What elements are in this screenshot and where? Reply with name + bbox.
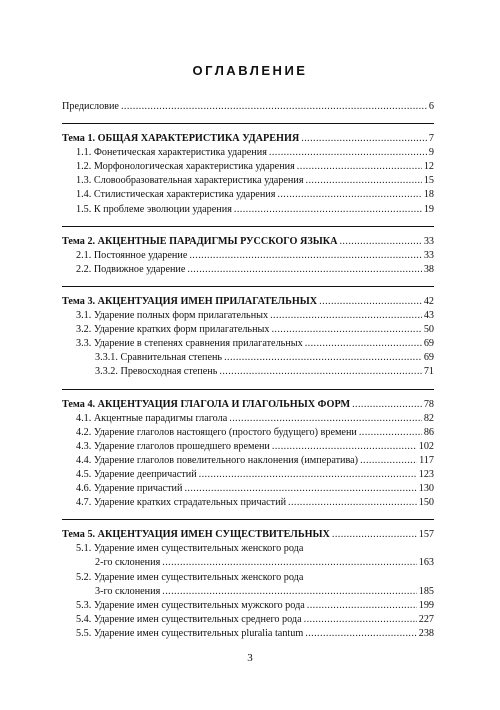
toc-item-1-3[interactable]: [62, 174, 434, 188]
toc-theme-3[interactable]: [62, 295, 434, 309]
page-title: ОГЛАВЛЕНИЕ: [192, 63, 308, 78]
dot-leader: [162, 556, 416, 570]
toc-item-page: 199: [418, 599, 434, 611]
dot-leader: [187, 263, 421, 277]
toc-item-4-5[interactable]: [62, 468, 434, 482]
toc-theme-label: Тема 2. АКЦЕНТНЫЕ ПАРАДИГМЫ РУССКОГО ЯЗЫКА: [62, 235, 338, 247]
dot-leader: [189, 249, 421, 263]
toc-theme-page: 33: [423, 235, 434, 247]
dot-leader: [229, 412, 422, 426]
toc-item-4-7[interactable]: [62, 496, 434, 510]
page-number: 3: [247, 652, 253, 664]
toc-item-3-1[interactable]: [62, 309, 434, 323]
toc-item-1-2[interactable]: [62, 160, 434, 174]
toc-item-page: 50: [423, 324, 434, 336]
toc-item-5-2[interactable]: [62, 585, 434, 599]
toc-item-page: 69: [423, 338, 434, 350]
dot-leader: [162, 585, 416, 599]
toc-item-label: 3.3. Ударение в степенях сравнения прилагательных: [76, 338, 303, 350]
toc-item-page: 43: [423, 310, 434, 322]
toc-theme-label: Тема 5. АКЦЕНТУАЦИЯ ИМЕН СУЩЕСТВИТЕЛЬНЫХ: [62, 529, 330, 541]
toc-item-page: 38: [423, 263, 434, 275]
toc-item-label: 5.3. Ударение имен существительных мужского рода: [76, 599, 305, 611]
toc-item-5-4[interactable]: [62, 613, 434, 627]
toc-item-page: 71: [423, 366, 434, 378]
dot-leader: [269, 146, 427, 160]
dot-leader: [301, 132, 427, 146]
dot-leader: [288, 496, 417, 510]
toc-item-3-3[interactable]: [62, 337, 434, 351]
section-divider: [62, 286, 434, 287]
toc-item-page: 117: [419, 454, 434, 466]
dot-leader: [304, 613, 417, 627]
toc-item-page: 12: [423, 161, 434, 173]
toc-item-1-4[interactable]: [62, 188, 434, 202]
toc-item-label: 4.1. Акцентные парадигмы глагола: [76, 412, 228, 424]
section-divider: [62, 226, 434, 227]
toc-item-page: 238: [418, 627, 434, 639]
dot-leader: [234, 203, 422, 217]
toc-entry-label: Предисловие: [62, 101, 119, 112]
toc-item-page: 150: [418, 497, 434, 509]
toc-item-label: 4.3. Ударение глаголов прошедшего времени: [76, 440, 270, 452]
section-divider: [62, 123, 434, 124]
toc-item-label: 3.2. Ударение кратких форм прилагательных: [76, 324, 270, 336]
toc-item-1-1[interactable]: [62, 146, 434, 160]
toc-item-page: 69: [423, 352, 434, 364]
dot-leader: [121, 100, 427, 114]
toc-item-2-1[interactable]: [62, 249, 434, 263]
toc-theme-label: Тема 4. АКЦЕНТУАЦИЯ ГЛАГОЛА И ГЛАГОЛЬНЫХ ФОРМ: [62, 398, 351, 410]
section-divider: [62, 389, 434, 390]
toc-theme-2[interactable]: [62, 235, 434, 249]
toc-item-page: 33: [423, 249, 434, 261]
table-of-contents: [62, 100, 434, 641]
toc-item-4-4[interactable]: [62, 454, 434, 468]
toc-item-label: 1.1. Фонетическая характеристика ударения: [76, 147, 267, 159]
toc-entry-page: 6: [428, 101, 434, 112]
toc-item-2-2[interactable]: [62, 263, 434, 277]
toc-theme-page: 78: [423, 398, 434, 410]
toc-theme-label: Тема 1. ОБЩАЯ ХАРАКТЕРИСТИКА УДАРЕНИЯ: [62, 133, 300, 145]
toc-item-label: 5.1. Ударение имен существительных женского рода: [76, 543, 304, 555]
toc-item-3-2[interactable]: [62, 323, 434, 337]
dot-leader: [184, 482, 416, 496]
dot-leader: [219, 365, 421, 379]
dot-leader: [319, 295, 422, 309]
dot-leader: [270, 309, 422, 323]
toc-item-continuation: 2-го склонения: [95, 557, 161, 569]
toc-item-label: 4.2. Ударение глаголов настоящего (простого будущего) времени: [76, 426, 357, 438]
toc-item-page: 102: [418, 440, 434, 452]
toc-item-label: 3.3.2. Превосходная степень: [95, 366, 218, 378]
toc-item-page: 18: [423, 189, 434, 201]
toc-item-label: 2.2. Подвижное ударение: [76, 263, 186, 275]
toc-item-4-6[interactable]: [62, 482, 434, 496]
dot-leader: [271, 323, 421, 337]
toc-item-label: 4.4. Ударение глаголов повелительного наклонения (императива): [76, 454, 359, 466]
dot-leader: [297, 160, 422, 174]
dot-leader: [277, 188, 421, 202]
toc-item-5-1-heading[interactable]: [62, 542, 434, 556]
toc-item-page: 163: [418, 557, 434, 569]
toc-item-label: 3.1. Ударение полных форм прилагательных: [76, 310, 269, 322]
toc-item-page: 130: [418, 483, 434, 495]
toc-item-4-2[interactable]: [62, 426, 434, 440]
toc-item-page: 227: [418, 613, 434, 625]
toc-item-label: 1.3. Словообразовательная характеристика ударения: [76, 175, 304, 187]
toc-item-3-3-2[interactable]: [62, 365, 434, 379]
toc-theme-page: 7: [428, 133, 434, 145]
section-divider: [62, 519, 434, 520]
toc-item-label: 5.5. Ударение имен существительных pluralia tantum: [76, 627, 304, 639]
dot-leader: [306, 174, 422, 188]
toc-item-label: 5.4. Ударение имен существительных среднего рода: [76, 613, 302, 625]
dot-leader: [360, 454, 417, 468]
toc-theme-page: 42: [423, 295, 434, 307]
toc-item-label: 2.1. Постоянное ударение: [76, 249, 188, 261]
toc-theme-5[interactable]: [62, 528, 434, 542]
toc-item-label: 1.2. Морфонологическая характеристика ударения: [76, 161, 295, 173]
dot-leader: [199, 468, 417, 482]
toc-item-5-5[interactable]: [62, 627, 434, 641]
toc-item-page: 185: [418, 585, 434, 597]
toc-item-page: 86: [423, 426, 434, 438]
toc-item-page: 9: [428, 147, 434, 159]
toc-item-label: 1.4. Стилистическая характеристика ударения: [76, 189, 276, 201]
toc-entry-preface[interactable]: [62, 100, 434, 114]
toc-theme-1[interactable]: [62, 132, 434, 146]
toc-item-label: 1.5. К проблеме эволюции ударения: [76, 203, 232, 215]
toc-item-page: 19: [423, 203, 434, 215]
toc-theme-4[interactable]: [62, 398, 434, 412]
dot-leader: [339, 235, 421, 249]
toc-item-1-5[interactable]: [62, 203, 434, 217]
toc-item-label: 4.5. Ударение деепричастий: [76, 468, 197, 480]
toc-item-4-1[interactable]: [62, 412, 434, 426]
toc-item-continuation: 3-го склонения: [95, 585, 161, 597]
toc-item-5-2-heading[interactable]: [62, 571, 434, 585]
toc-theme-label: Тема 3. АКЦЕНТУАЦИЯ ИМЕН ПРИЛАГАТЕЛЬНЫХ: [62, 295, 318, 307]
toc-item-label: 4.6. Ударение причастий: [76, 483, 183, 495]
toc-item-4-3[interactable]: [62, 440, 434, 454]
toc-item-label: 5.2. Ударение имен существительных женского рода: [76, 571, 304, 583]
dot-leader: [272, 440, 417, 454]
dot-leader: [305, 337, 422, 351]
dot-leader: [359, 426, 422, 440]
dot-leader: [305, 627, 416, 641]
toc-item-5-3[interactable]: [62, 599, 434, 613]
dot-leader: [352, 398, 422, 412]
toc-item-3-3-1[interactable]: [62, 351, 434, 365]
dot-leader: [307, 599, 417, 613]
toc-item-label: 3.3.1. Сравнительная степень: [95, 352, 223, 364]
toc-item-5-1[interactable]: [62, 556, 434, 570]
toc-theme-page: 157: [418, 529, 434, 541]
toc-item-page: 15: [423, 175, 434, 187]
toc-item-label: 4.7. Ударение кратких страдательных причастий: [76, 497, 287, 509]
dot-leader: [224, 351, 422, 365]
toc-item-page: 123: [418, 468, 434, 480]
dot-leader: [332, 528, 417, 542]
toc-item-page: 82: [423, 412, 434, 424]
